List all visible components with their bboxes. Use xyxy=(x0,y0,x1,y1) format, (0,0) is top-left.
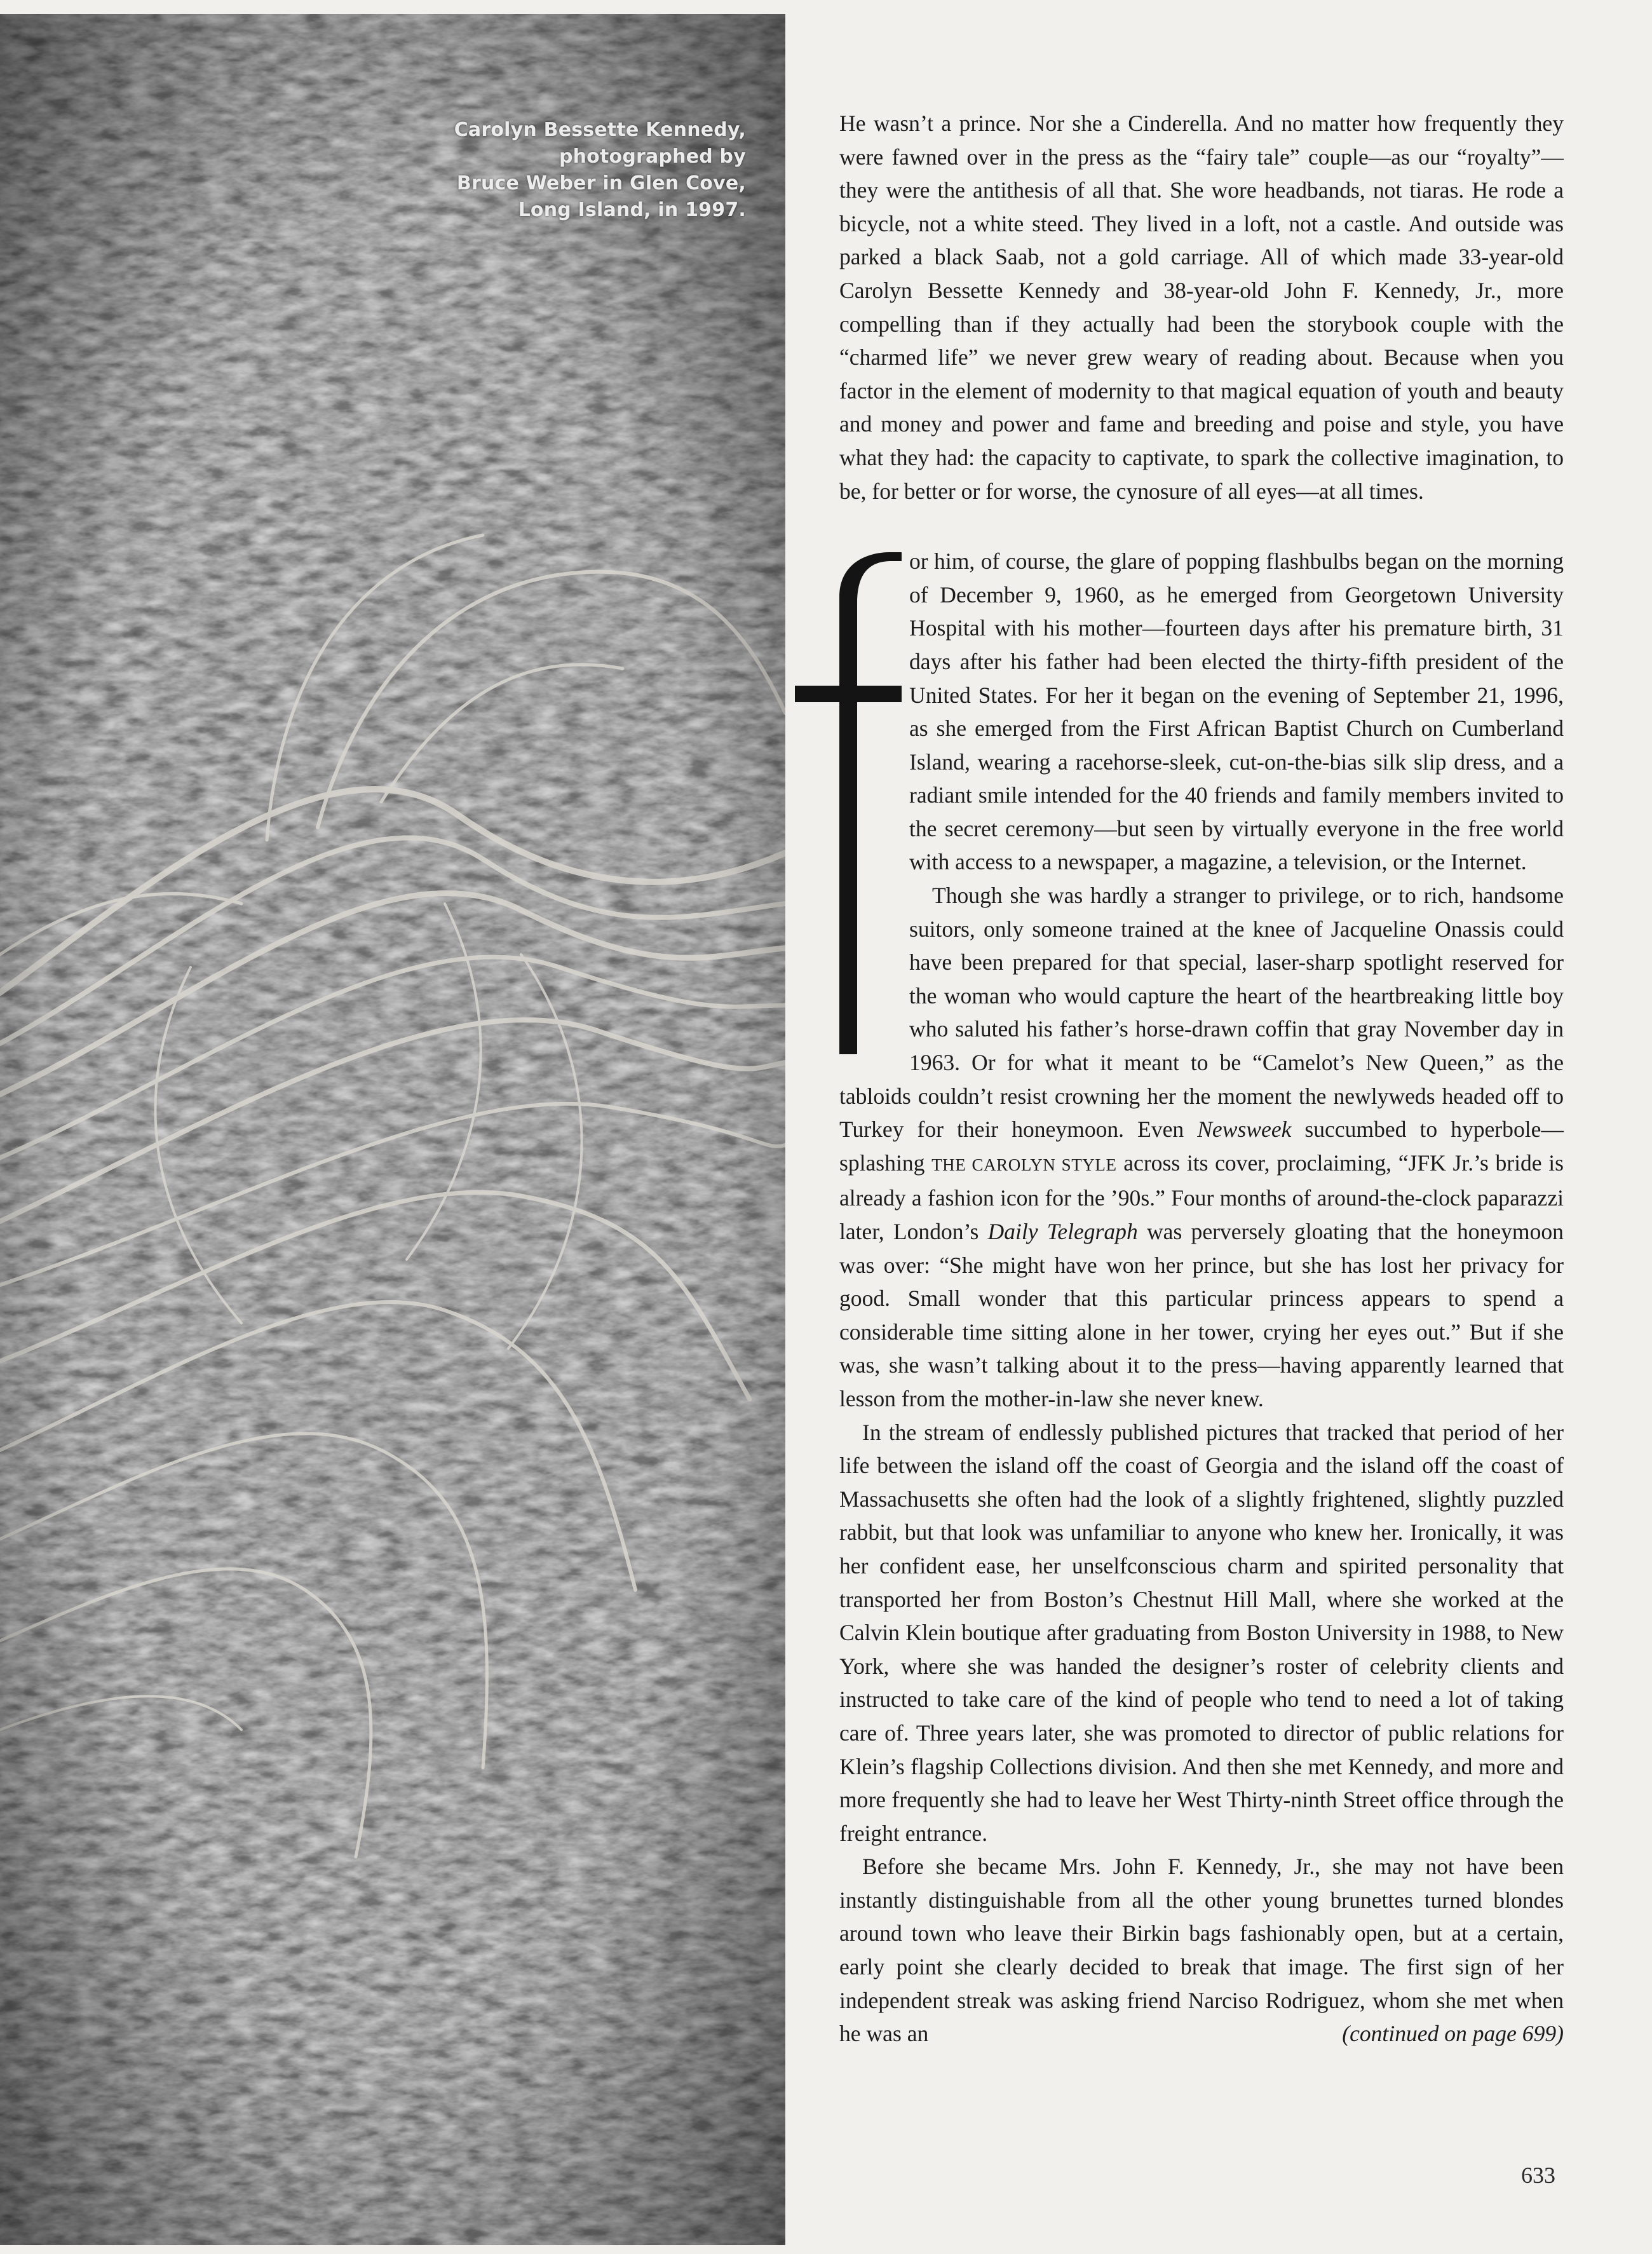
photo-caption xyxy=(416,117,746,224)
drop-cap-glyph xyxy=(795,552,902,1054)
intro-paragraph: He wasn’t a prince. Nor she a Cinderella. And no matter how frequently they were fawned over in the press as the “fairy tale” couple—as our “royalty”—they were the antithesis of all that. She wore headbands, not tiaras. He rode a bicycle, not a white steed. They lived in a loft, not a castle. And outside was parked a black Saab, not a gold carriage. All of which made 33-year-old Carolyn Bessette Kennedy and 38-year-old John F. Kennedy, Jr., more compelling than if they actually had been the storybook couple with the “charmed life” we never grew weary of reading about. Because when you factor in the element of modernity to that magical equation of youth and beauty and money and power and fame and breeding and poise and style, you have what they had: the capacity to captivate, to spark the collective imagination, to be, for better or for worse, the cynosure of all eyes—at all times. xyxy=(839,111,1564,504)
paragraph-4 xyxy=(839,1850,1564,2051)
paragraph-2-text: across its cover, proclaiming, “JFK Jr.’s bride is already a fashion icon for the ’90s.” Four months of around-the-clock paparazzi later, London’s xyxy=(839,1150,1564,1244)
telegraph-title: Daily Telegraph xyxy=(987,1219,1138,1244)
drop-cap xyxy=(795,552,902,1054)
photo-illustration xyxy=(0,14,785,2245)
caption-line: Bruce Weber in Glen Cove, xyxy=(456,172,746,194)
caption-line: photographed by xyxy=(559,146,746,168)
page-number: 633 xyxy=(1521,2162,1555,2188)
paragraph-2-text: succumbed to hyperbole—splashing xyxy=(839,1117,1564,1176)
paragraph-2 xyxy=(839,879,1564,1416)
continued-note: (continued on page 699) xyxy=(1342,2021,1564,2047)
paragraph-2-text: was perversely gloating that the honeymoon was over: “She might have won her prince, but she has lost her privacy for good. Small wonder that this particular princess appears to spend a considerable time sitting alone in her tower, crying her eyes out.” But if she was, she wasn’t talking about it to the press—having apparently learned that lesson from the mother-in-law she never knew. xyxy=(839,1219,1564,1411)
paragraph-1: or him, of course, the glare of popping flashbulbs began on the morning of December 9, 1960, as he emerged from Georgetown University Hospital with his mother—fourteen days after his premature birth, 31 days after his father had been elected the thirty-fifth president of the United States. For her it began on the evening of September 21, 1996, as she emerged from the First African Baptist Church on Cumberland Island, wearing a racehorse-sleek, cut-on-the-bias silk slip dress, and a radiant smile intended for the 40 friends and family members invited to the secret ceremony—but seen by virtually everyone in the free world with access to a newspaper, a magazine, a television, or the Internet. xyxy=(909,548,1564,875)
paragraph-3: In the stream of endlessly published pictures that tracked that period of her life between the island off the coast of Georgia and the island off the coast of Massachusetts she often had the look of a slightly frightened, slightly puzzled rabbit, but that look was unfamiliar to anyone who knew her. Ironically, it was her confident ease, her unselfconscious charm and spirited personality that transported her from Boston’s Chestnut Hill Mall, where she worked at the Calvin Klein boutique after graduating from Boston University in 1988, to New York, where she was handed the designer’s roster of celebrity clients and instructed to take care of the kind of people who tend to need a lot of taking care of. Three years later, she was promoted to director of public relations for Klein’s flagship Collections division. And then she met Kennedy, and more and more frequently she had to leave her West Thirty-ninth Street office through the freight entrance. xyxy=(839,1419,1564,1846)
caption-line: Long Island, in 1997. xyxy=(518,199,746,221)
paragraph-4-text: Before she became Mrs. John F. Kennedy, Jr., she may not have been instantly distinguishable from all the other young brunettes turned blondes around town who leave their Birkin bags fashionably open, but at a certain, early point she clearly decided to break that image. The first sign of her independent streak was asking friend Narciso Rodriguez, whom she met when he was an xyxy=(839,1854,1564,2047)
article-body xyxy=(839,107,1564,2051)
caption-line: Carolyn Bessette Kennedy, xyxy=(454,119,746,141)
hair-on-grass-photo xyxy=(0,14,785,2245)
paragraph-2-text: Though she was hardly a stranger to privilege, or to rich, handsome suitors, only someone trained at the knee of Jacqueline Onassis could have been prepared for that special, laser-sharp spotlight reserved for the woman who would capture the heart of the heartbreaking little boy who saluted his father’s horse-drawn coffin that gray November day in 1963. Or for what it meant to be “Camelot’s New Queen,” as the tabloids couldn’t resist crowning her the moment the newlyweds headed off to Turkey for their honeymoon. Even xyxy=(839,883,1564,1143)
cover-headline: THE CAROLYN STYLE xyxy=(931,1155,1117,1174)
newsweek-title: Newsweek xyxy=(1197,1117,1292,1143)
